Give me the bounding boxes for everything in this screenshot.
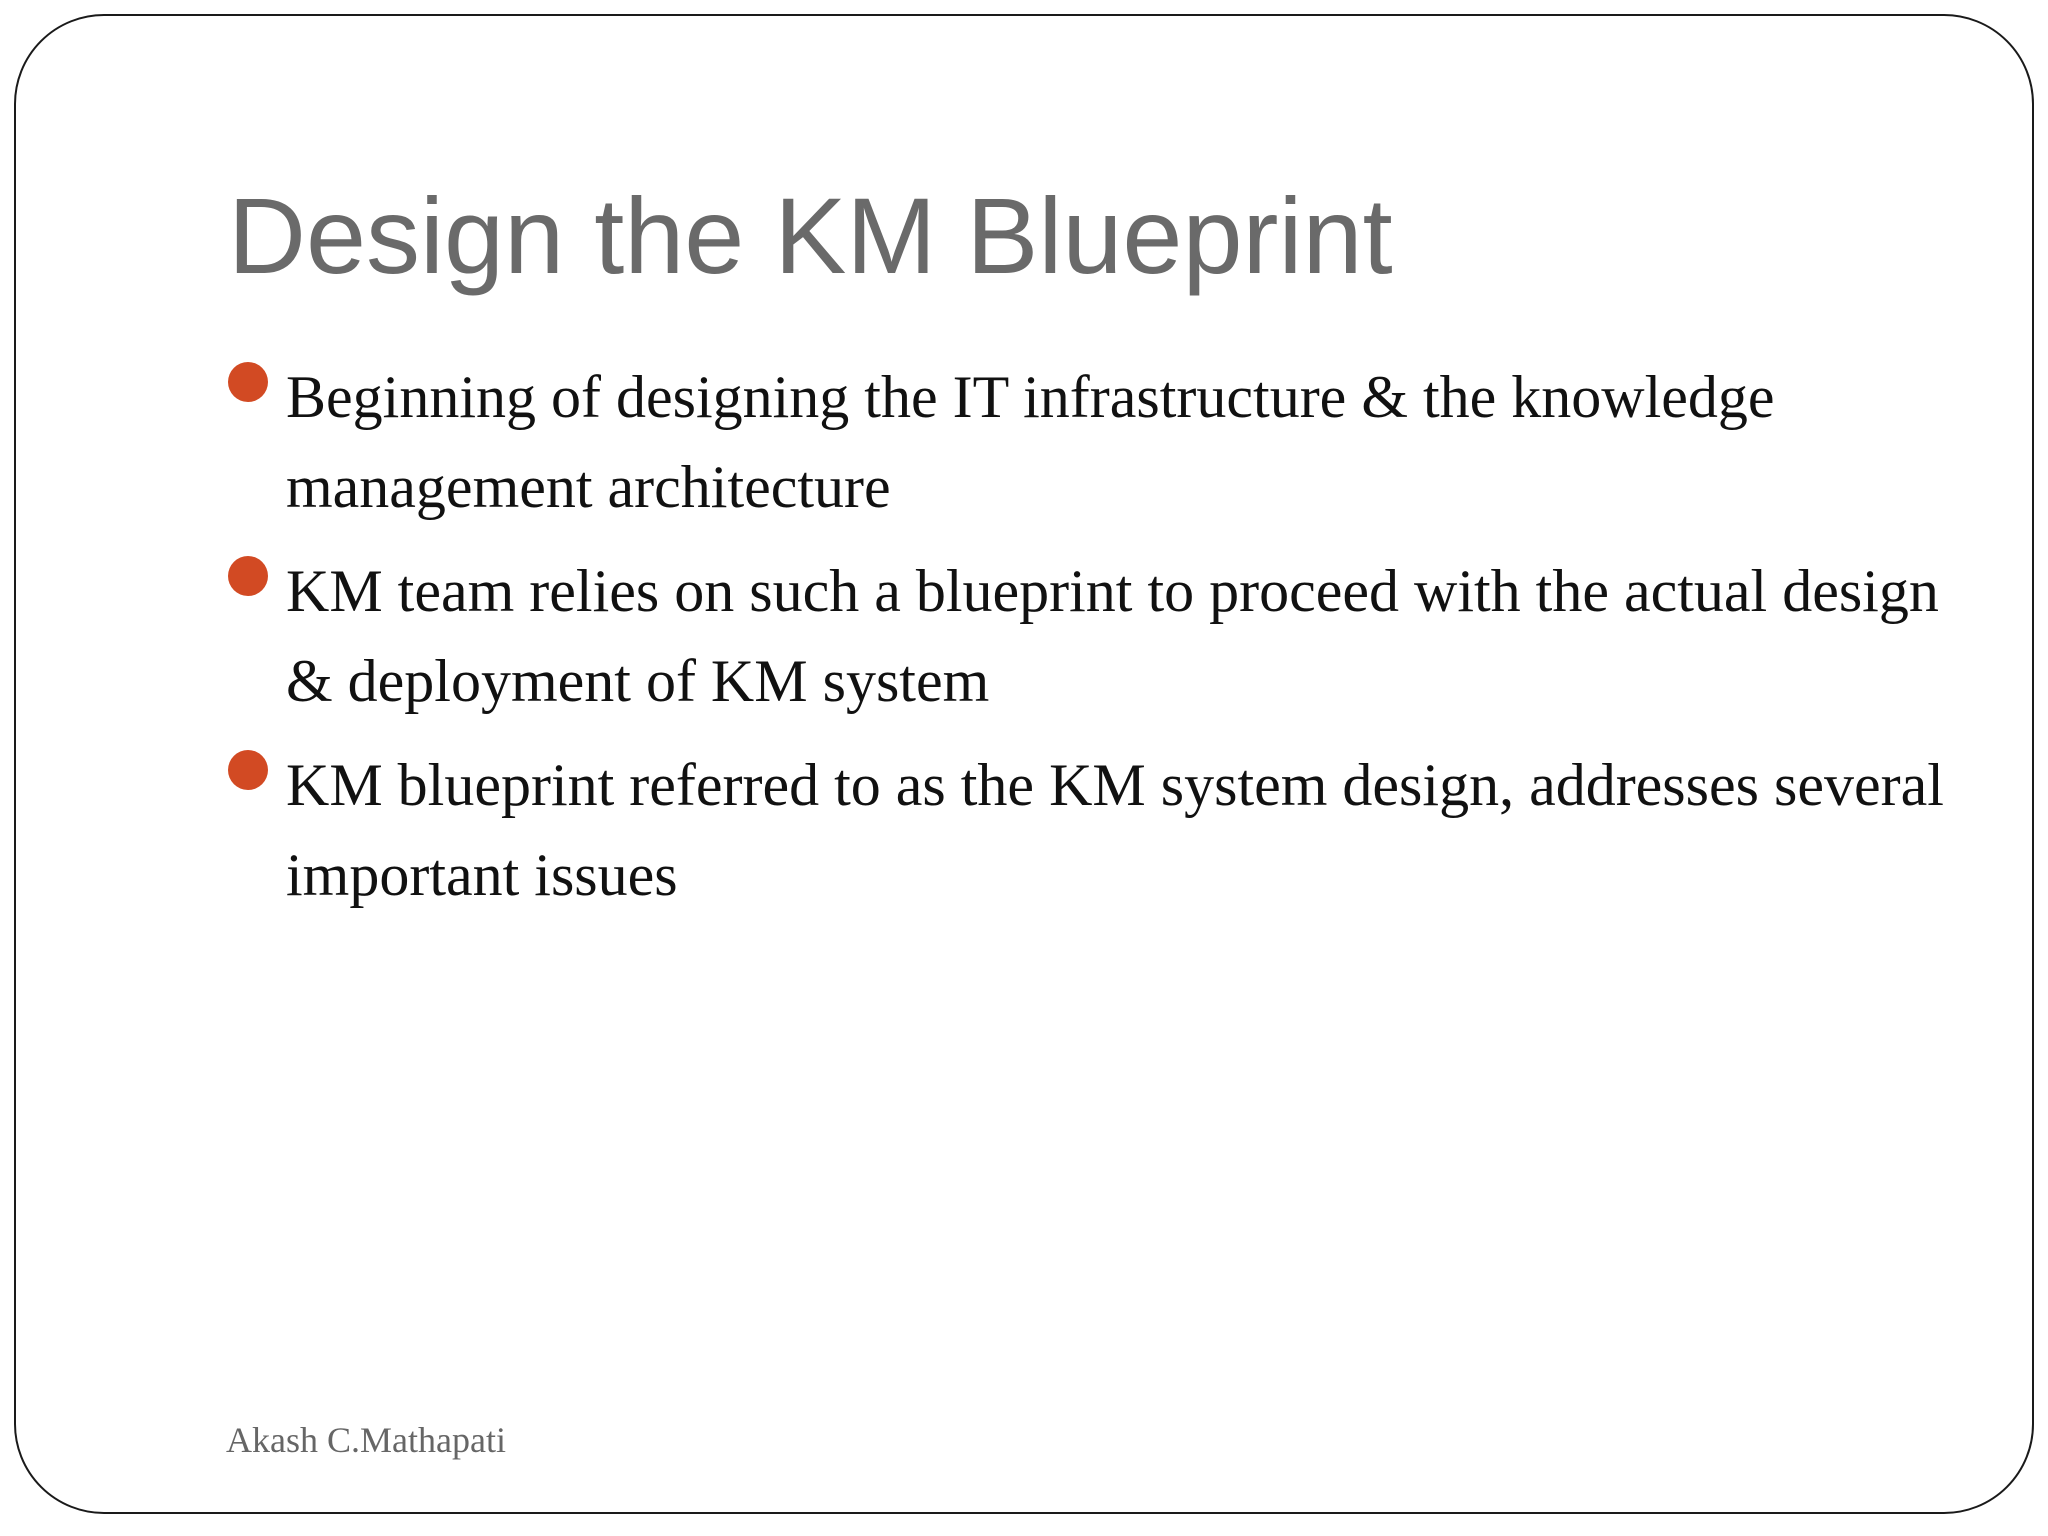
bullet-text: KM blueprint referred to as the KM system design, addresses several important issues (286, 752, 1944, 908)
bullet-item (228, 546, 1948, 726)
bullet-dot-icon (228, 362, 268, 402)
bullet-text: Beginning of designing the IT infrastructure & the knowledge management architecture (286, 364, 1775, 520)
bullet-text: KM team relies on such a blueprint to proceed with the actual design & deployment of KM system (286, 558, 1939, 714)
bullet-item (228, 352, 1948, 532)
bullet-list (228, 352, 1948, 934)
footer-author: Akash C.Mathapati (226, 1420, 506, 1460)
bullet-dot-icon (228, 556, 268, 596)
bullet-item (228, 740, 1948, 920)
bullet-dot-icon (228, 750, 268, 790)
slide-title: Design the KM Blueprint (228, 175, 1393, 296)
